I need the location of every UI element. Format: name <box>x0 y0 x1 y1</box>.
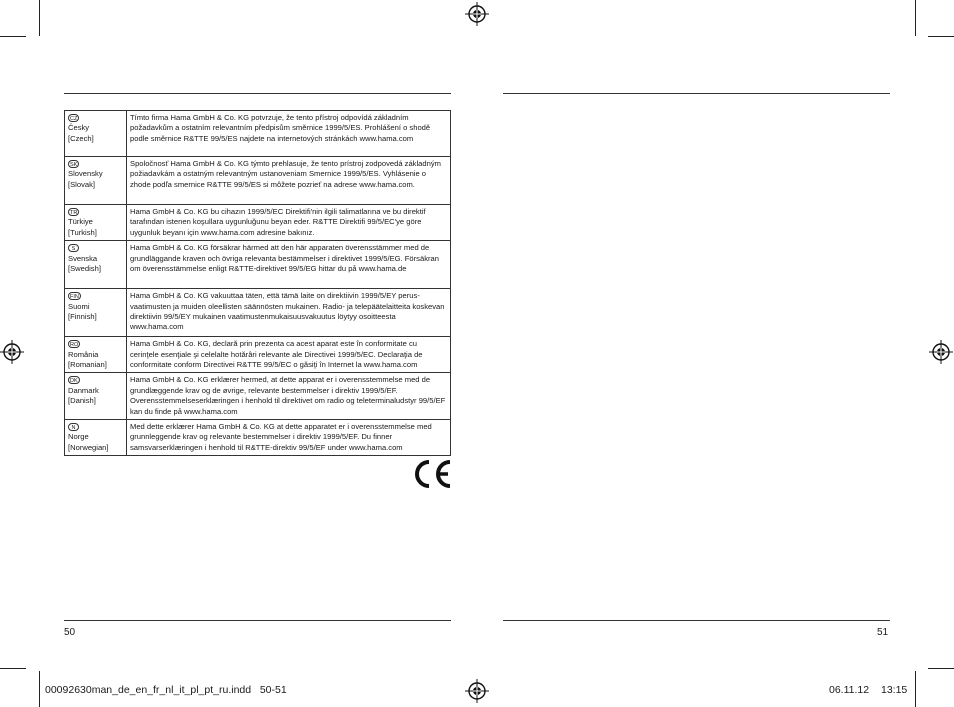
country-code-badge: S <box>68 244 79 252</box>
language-english-name: [Czech] <box>68 133 94 143</box>
crop-mark <box>928 36 954 37</box>
ce-mark-icon <box>411 459 453 489</box>
declaration-text-cell <box>127 111 451 157</box>
table-row <box>65 111 451 157</box>
table-row <box>65 157 451 205</box>
language-english-name: [Romanian] <box>68 360 107 370</box>
table-row <box>65 373 451 420</box>
declaration-text-cell <box>127 337 451 373</box>
table-row <box>65 337 451 373</box>
language-name: România <box>68 349 99 359</box>
declaration-text: Spoločnosť Hama GmbH & Co. KG týmto prehlasuje, že tento prístroj zodpovedá základným požiadavkám a ostatným relevantným ustanoveniam Smernice 1999/5/ES. Vyhlásenie o zhode podľa smernice R&TTE 99/5/ES si môžete pozrieť na adrese www.hama.com. <box>130 159 441 189</box>
language-cell <box>65 157 127 205</box>
declaration-text-cell <box>127 241 451 289</box>
language-name: Slovensky <box>68 169 103 179</box>
declaration-text: Hama GmbH & Co. KG, declară prin prezenta ca acest aparat este în conformitate cu cerinţele esenţiale şi celelalte hotărâri relevante ale Directivei 1999/5/EC. Declaraţia de conformitate conform Directivei R&TTE 99/5/EC o găsiţi în Internet la www.hama.com <box>130 339 423 370</box>
language-english-name: [Turkish] <box>68 227 97 237</box>
footer-filename: 00092630man_de_en_fr_nl_it_pl_pt_ru.indd 50-51 <box>45 684 287 696</box>
language-english-name: [Finnish] <box>68 312 97 322</box>
crop-mark <box>928 668 954 669</box>
header-rule-right <box>503 93 890 94</box>
footer-rule-right <box>503 620 890 621</box>
page-number-left: 50 <box>64 627 76 638</box>
page-number-right: 51 <box>877 627 889 638</box>
language-cell <box>65 337 127 373</box>
crop-mark <box>0 36 26 37</box>
declaration-text: Tímto firma Hama GmbH & Co. KG potvrzuje, že tento přístroj odpovídá základním požadavkům a ostatním relevantním předpisům směrnice 1999/5/ES. Prohlášení o shodě podle směrnice R&TTE 99/5/ES najdete na internetových stránkách www.hama.com <box>130 113 431 143</box>
country-code-badge: FIN <box>70 294 79 301</box>
language-name: Suomi <box>68 301 90 311</box>
language-english-name: [Slovak] <box>68 179 96 189</box>
language-english-name: [Swedish] <box>68 264 101 274</box>
declaration-text: Med dette erklærer Hama GmbH & Co. KG at dette apparatet er i overensstemmelse med grunnleggende krav og relevante bestemmelser i direktiv 1999/5/EF. Du finner samsvarserklæringen i henhold til R&TTE-direktiv 99/5/EF under www.hama.com <box>130 422 432 452</box>
registration-mark-icon <box>465 679 489 703</box>
declaration-text: Hama GmbH & Co. KG erklærer hermed, at dette apparat er i overensstemmelse med de grundlæggende krav og de øvrige, relevante bestemmelser i direktiv 1999/5/EF. Overensstemmelseserklæringen i henhold til direktivet om radio og teleterminaludstyr 99/5/EF kan du finde på www.hama.com <box>130 375 446 416</box>
registration-mark-icon <box>465 2 489 26</box>
declaration-table <box>64 110 451 456</box>
country-code-badge: RO <box>70 342 79 349</box>
language-cell <box>65 111 127 157</box>
table-row <box>65 420 451 456</box>
table-row <box>65 289 451 337</box>
language-name: Svenska <box>68 253 98 263</box>
language-english-name: [Danish] <box>68 396 96 406</box>
footer-date: 06.11.12 <box>829 684 870 696</box>
crop-mark <box>915 671 916 707</box>
crop-mark <box>0 668 26 669</box>
language-cell <box>65 373 127 420</box>
declaration-text-cell <box>127 157 451 205</box>
country-code-badge: N <box>68 423 79 431</box>
footer-rule-left <box>64 620 451 621</box>
declaration-text: Hama GmbH & Co. KG vakuuttaa täten, että tämä laite on direktiivin 1999/5/EY perus-vaatimusten ja muiden oleellisten säännösten mukainen. Radio- ja telepäätelaitteita koskevan direktiivin 99/5/EY mukainen vaatimustenmukaisuusvakuutus löytyy osoitteesta www.hama.com <box>130 291 445 332</box>
country-code-badge: DK <box>70 378 78 385</box>
language-cell <box>65 420 127 456</box>
table-row <box>65 205 451 241</box>
registration-mark-icon <box>929 340 953 364</box>
language-cell <box>65 205 127 241</box>
language-name: Česky <box>68 123 90 133</box>
crop-mark <box>39 671 40 707</box>
declaration-text: Hama GmbH & Co. KG försäkrar härmed att den här apparaten överensstämmer med de grundläggande kraven och övriga relevanta bestämmelser i direktivet 1999/5/EG. Försäkran om överensstämmelse enligt R&TTE-direktivet 99/5/EG hittar du på www.hama.de <box>130 243 439 274</box>
language-english-name: [Norwegian] <box>68 442 109 452</box>
crop-mark <box>915 0 916 36</box>
header-rule-left <box>64 93 451 94</box>
language-cell <box>65 289 127 337</box>
footer-time: 13:15 <box>881 684 908 696</box>
country-code-badge: TR <box>70 210 78 216</box>
declaration-text: Hama GmbH & Co. KG bu cihazın 1999/5/EC Direktifi'nin ilgili talimatlarına ve bu direktif tarafından istenen koşullara uygunluğunu beyan eder. R&TTE Direktifi 99/5/EC'ye göre uygunluk beyanı için www.hama.com adresine bakınız. <box>130 207 426 237</box>
language-cell <box>65 241 127 289</box>
declaration-text-cell <box>127 289 451 337</box>
country-code-badge: SK <box>70 162 78 168</box>
language-name: Türkiye <box>68 217 93 227</box>
registration-mark-icon <box>0 340 24 364</box>
language-name: Danmark <box>68 385 99 395</box>
declaration-text-cell <box>127 205 451 241</box>
table-row <box>65 241 451 289</box>
declaration-text-cell <box>127 420 451 456</box>
language-name: Norge <box>68 432 89 442</box>
country-code-badge: CZ <box>70 116 78 122</box>
declaration-text-cell <box>127 373 451 420</box>
crop-mark <box>39 0 40 36</box>
